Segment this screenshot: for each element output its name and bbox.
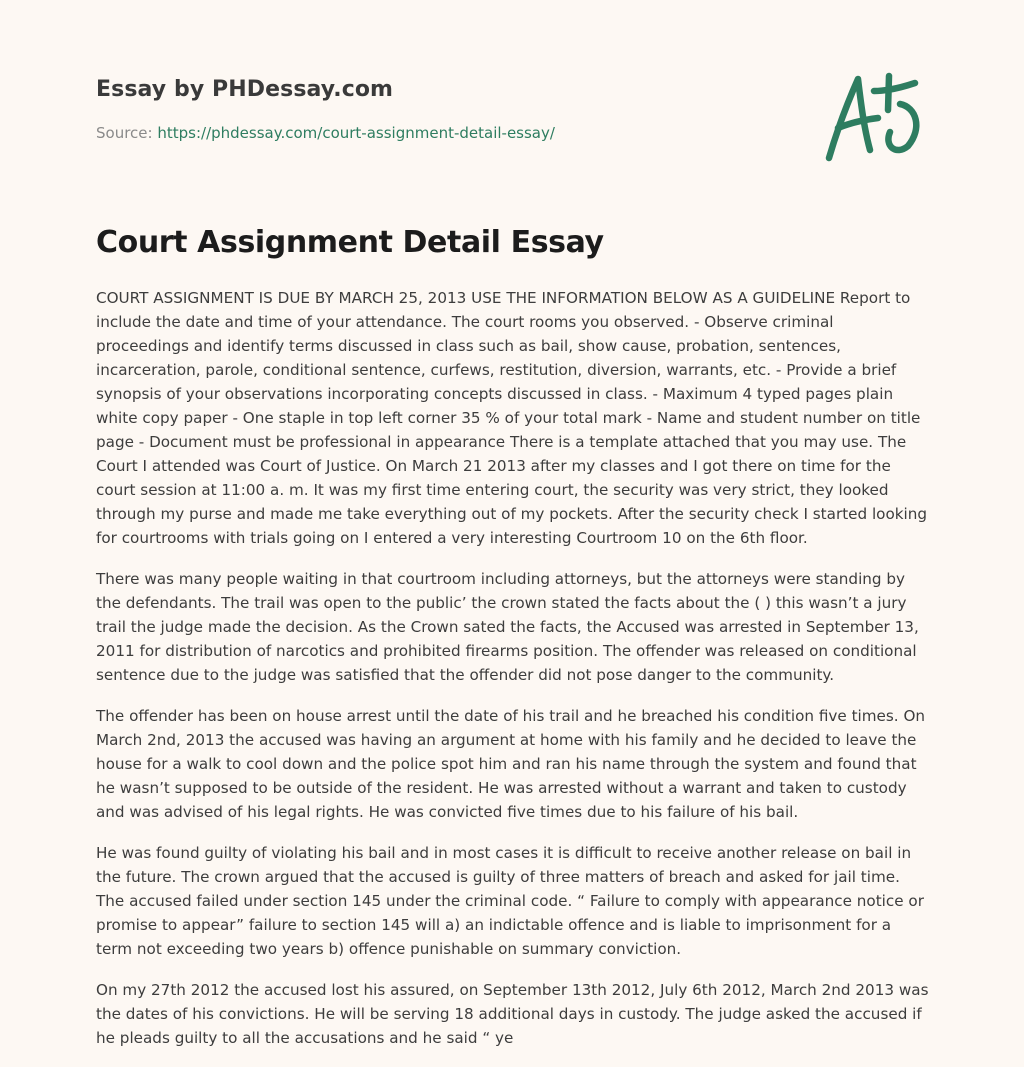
paragraph: On my 27th 2012 the accused lost his assured, on September 13th 2012, July 6th 2012, March 2nd 2013 was the dates of his convictions. He will be serving 18 additional days in custody. The judge asked the accused if he pleads guilty to all the accusations and he said “ ye [96, 981, 929, 1047]
source-link[interactable]: https://phdessay.com/court-assignment-detail-essay/ [157, 124, 555, 142]
a-plus-logo-icon [820, 66, 930, 166]
paragraph: COURT ASSIGNMENT IS DUE BY MARCH 25, 2013 USE THE INFORMATION BELOW AS A GUIDELINE Report to include the date and time of your attendance. The court rooms you observed. - Observe criminal proceedings and identify terms discussed in class such as bail, show cause, probation, sentences, incarceration, parole, conditional sentence, curfews, restitution, diversion, warrants, etc. - Provide a brief synopsis of your observations incorporating concepts discussed in class. - Maximum 4 typed pages plain white copy paper - One staple in top left corner 35 % of your total mark - Name and student number on title page - Document must be professional in appearance There is a template attached that you may use. The Court I attended was Court of Justice. On March 21 2013 after my classes and I got there on time for the court session at 11:00 a. m. It was my first time entering court, the security was very strict, they looked through my purse and made me take everything out of my pockets. After the security check I started looking for courtrooms with trials going on I entered a very interesting Courtroom 10 on the 6th floor. [96, 289, 928, 547]
paragraph: There was many people waiting in that courtroom including attorneys, but the attorneys were standing by the defendants. The trail was open to the public’ the crown stated the facts about the ( ) this wasn’t a jury trail the judge made the decision. As the Crown sated the facts, the Accused was arrested in September 13, 2011 for distribution of narcotics and prohibited firearms position. The offender was released on conditional sentence due to the judge was satisfied that the offender did not pose danger to the community. [96, 570, 919, 684]
page-title: Court Assignment Detail Essay [96, 225, 604, 260]
article-body [96, 286, 930, 1067]
site-brand: Essay by PHDessay.com [96, 77, 394, 102]
source-label: Source: [96, 124, 153, 142]
source-line [96, 124, 555, 142]
paragraph: He was found guilty of violating his bail and in most cases it is difficult to receive another release on bail in the future. The crown argued that the accused is guilty of three matters of breach and asked for jail time. The accused failed under section 145 under the criminal code. “ Failure to comply with appearance notice or promise to appear” failure to section 145 will a) an indictable offence and is liable to imprisonment for a term not exceeding two years b) offence punishable on summary conviction. [96, 844, 924, 958]
paragraph: The offender has been on house arrest until the date of his trail and he breached his condition five times. On March 2nd, 2013 the accused was having an argument at home with his family and he decided to leave the house for a walk to cool down and the police spot him and ran his name through the system and found that he wasn’t supposed to be outside of the resident. He was arrested without a warrant and taken to custody and was advised of his legal rights. He was convicted five times due to his failure of his bail. [96, 707, 926, 821]
